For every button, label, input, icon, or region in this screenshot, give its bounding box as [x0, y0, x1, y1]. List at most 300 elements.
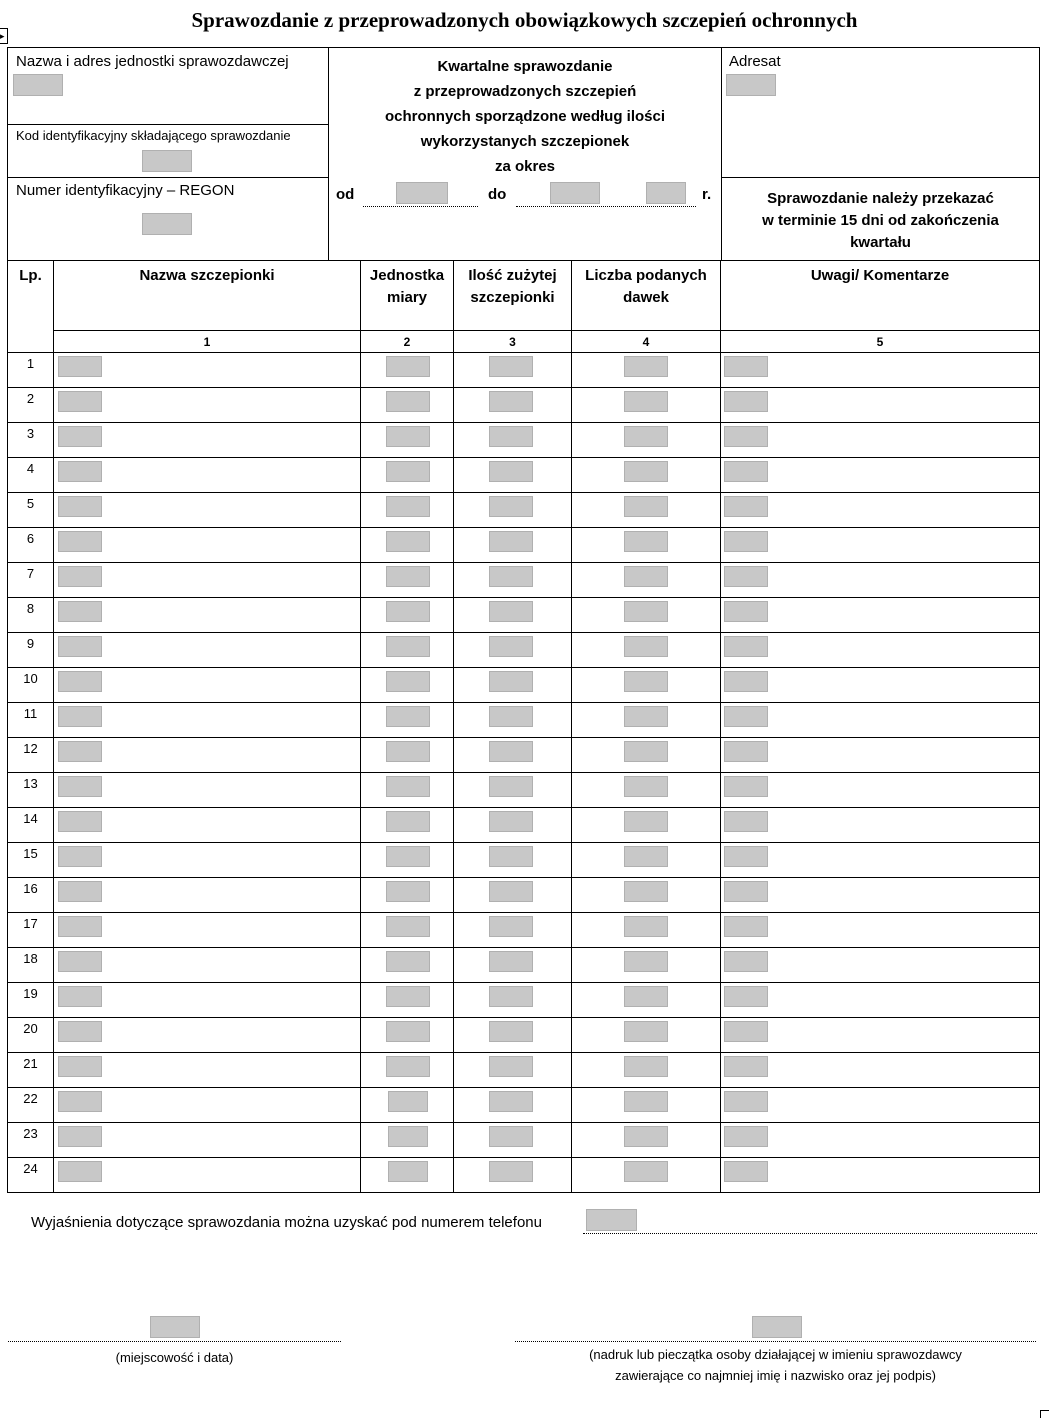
cell-name	[54, 808, 361, 843]
table-row	[8, 493, 1040, 528]
cell-quantity	[454, 458, 572, 493]
doses-input[interactable]	[624, 391, 668, 412]
cell-doses	[572, 948, 721, 983]
vaccine-table	[7, 260, 1040, 1193]
row-number: 7	[8, 563, 54, 598]
row-number: 16	[8, 878, 54, 913]
table-row	[8, 458, 1040, 493]
comments-input[interactable]	[724, 1161, 768, 1182]
cell-comments	[721, 633, 1040, 668]
unit-input[interactable]	[386, 951, 430, 972]
comments-input[interactable]	[724, 1056, 768, 1077]
comments-input[interactable]	[724, 601, 768, 622]
cell-comments	[721, 843, 1040, 878]
addressee-field[interactable]	[726, 74, 776, 96]
cell-doses	[572, 1018, 721, 1053]
quantity-input[interactable]	[489, 846, 533, 867]
doses-input[interactable]	[624, 426, 668, 447]
name-input[interactable]	[58, 1126, 102, 1147]
unit-label: Nazwa i adres jednostki sprawozdawczej	[16, 53, 289, 70]
doses-input[interactable]	[624, 1161, 668, 1182]
name-input[interactable]	[58, 1161, 102, 1182]
regon-field[interactable]	[142, 213, 192, 235]
unit-input[interactable]	[386, 391, 430, 412]
cell-doses	[572, 1088, 721, 1123]
doses-input[interactable]	[624, 741, 668, 762]
signature-field[interactable]	[752, 1316, 802, 1338]
cell-doses	[572, 528, 721, 563]
comments-input[interactable]	[724, 461, 768, 482]
table-row	[8, 1088, 1040, 1123]
name-input[interactable]	[58, 916, 102, 937]
phone-label: Wyjaśnienia dotyczące sprawozdania można uzyskać pod numerem telefonu	[31, 1214, 542, 1231]
table-row	[8, 1053, 1040, 1088]
doses-input[interactable]	[624, 916, 668, 937]
row-number: 15	[8, 843, 54, 878]
quantity-input[interactable]	[489, 636, 533, 657]
cell-quantity	[454, 1018, 572, 1053]
cell-quantity	[454, 983, 572, 1018]
table-row	[8, 668, 1040, 703]
cell-unit	[361, 738, 454, 773]
table-row	[8, 808, 1040, 843]
cell-quantity	[454, 668, 572, 703]
cell-comments	[721, 1053, 1040, 1088]
col-header-lp: Lp.	[8, 261, 54, 353]
cell-quantity	[454, 1123, 572, 1158]
center-title-line-2: z przeprowadzonych szczepień	[413, 83, 637, 100]
place-date-field[interactable]	[150, 1316, 200, 1338]
deadline-cell	[722, 178, 1040, 261]
cell-comments	[721, 773, 1040, 808]
table-row	[8, 563, 1040, 598]
row-number: 22	[8, 1088, 54, 1123]
unit-input[interactable]	[386, 986, 430, 1007]
quantity-input[interactable]	[489, 671, 533, 692]
comments-input[interactable]	[724, 846, 768, 867]
name-input[interactable]	[58, 426, 102, 447]
comments-input[interactable]	[724, 636, 768, 657]
cell-quantity	[454, 843, 572, 878]
doses-input[interactable]	[624, 1091, 668, 1112]
cell-comments	[721, 738, 1040, 773]
cell-quantity	[454, 633, 572, 668]
quantity-input[interactable]	[489, 741, 533, 762]
unit-input[interactable]	[386, 461, 430, 482]
name-input[interactable]	[58, 671, 102, 692]
cell-unit	[361, 948, 454, 983]
col-number-5: 5	[721, 331, 1040, 353]
cell-unit	[361, 878, 454, 913]
quantity-input[interactable]	[489, 426, 533, 447]
quantity-input[interactable]	[489, 391, 533, 412]
unit-input[interactable]	[386, 566, 430, 587]
unit-input[interactable]	[386, 356, 430, 377]
row-number: 21	[8, 1053, 54, 1088]
cell-comments	[721, 948, 1040, 983]
unit-input[interactable]	[386, 706, 430, 727]
period-from-label: od	[336, 186, 355, 203]
regon-label: Numer identyfikacyjny – REGON	[16, 182, 235, 199]
cell-name	[54, 633, 361, 668]
doses-input[interactable]	[624, 601, 668, 622]
table-row	[8, 1018, 1040, 1053]
quantity-input[interactable]	[489, 1161, 533, 1182]
doses-input[interactable]	[624, 1056, 668, 1077]
cell-comments	[721, 668, 1040, 703]
cell-comments	[721, 878, 1040, 913]
cell-name	[54, 493, 361, 528]
cell-comments	[721, 563, 1040, 598]
row-number: 14	[8, 808, 54, 843]
cell-name	[54, 563, 361, 598]
cell-quantity	[454, 1158, 572, 1193]
name-input[interactable]	[58, 531, 102, 552]
quantity-input[interactable]	[489, 1091, 533, 1112]
col-header-unit: Jednostka miary	[361, 261, 454, 331]
doses-input[interactable]	[624, 496, 668, 517]
cell-name	[54, 458, 361, 493]
id-code-field[interactable]	[142, 150, 192, 172]
cell-name	[54, 913, 361, 948]
table-row	[8, 388, 1040, 423]
cell-name	[54, 878, 361, 913]
name-input[interactable]	[58, 1021, 102, 1042]
col-number-1: 1	[54, 331, 361, 353]
center-title-line-1: Kwartalne sprawozdanie	[437, 58, 613, 75]
table-row	[8, 843, 1040, 878]
quantity-input[interactable]	[489, 986, 533, 1007]
cell-quantity	[454, 493, 572, 528]
id-code-cell	[8, 125, 329, 178]
name-input[interactable]	[58, 496, 102, 517]
cell-name	[54, 1158, 361, 1193]
deadline-line-2: w terminie 15 dni od zakończenia	[762, 212, 999, 229]
cell-doses	[572, 1053, 721, 1088]
cell-doses	[572, 1123, 721, 1158]
comments-input[interactable]	[724, 916, 768, 937]
cell-comments	[721, 598, 1040, 633]
quantity-input[interactable]	[489, 706, 533, 727]
unit-cell	[8, 48, 329, 125]
quantity-input[interactable]	[489, 356, 533, 377]
header-table	[7, 47, 1040, 261]
cell-quantity	[454, 423, 572, 458]
period-from-field[interactable]	[396, 182, 448, 204]
quantity-input[interactable]	[489, 566, 533, 587]
table-row	[8, 948, 1040, 983]
table-row	[8, 633, 1040, 668]
cell-comments	[721, 983, 1040, 1018]
doses-input[interactable]	[624, 531, 668, 552]
cell-quantity	[454, 913, 572, 948]
cell-name	[54, 668, 361, 703]
doses-input[interactable]	[624, 881, 668, 902]
doses-input[interactable]	[624, 566, 668, 587]
row-number: 9	[8, 633, 54, 668]
unit-input[interactable]	[386, 881, 430, 902]
regon-cell	[8, 178, 329, 261]
cell-quantity	[454, 528, 572, 563]
doses-input[interactable]	[624, 356, 668, 377]
row-number: 24	[8, 1158, 54, 1193]
quantity-input[interactable]	[489, 811, 533, 832]
cell-unit	[361, 563, 454, 598]
unit-input[interactable]	[386, 741, 430, 762]
unit-input[interactable]	[386, 531, 430, 552]
quantity-input[interactable]	[489, 531, 533, 552]
table-row	[8, 1158, 1040, 1193]
unit-input[interactable]	[386, 496, 430, 517]
comments-input[interactable]	[724, 531, 768, 552]
name-input[interactable]	[58, 566, 102, 587]
cell-unit	[361, 353, 454, 388]
doses-input[interactable]	[624, 1126, 668, 1147]
phone-line	[583, 1210, 1037, 1234]
cell-name	[54, 1088, 361, 1123]
doses-input[interactable]	[624, 811, 668, 832]
quantity-input[interactable]	[489, 1021, 533, 1042]
period-to-label: do	[488, 186, 507, 203]
cell-comments	[721, 1088, 1040, 1123]
col-header-doses: Liczba podanych dawek	[572, 261, 721, 331]
quantity-input[interactable]	[489, 461, 533, 482]
period-to-field[interactable]	[550, 182, 600, 204]
cell-doses	[572, 458, 721, 493]
period-year-field[interactable]	[646, 182, 686, 204]
cell-unit	[361, 913, 454, 948]
cell-name	[54, 353, 361, 388]
row-number: 19	[8, 983, 54, 1018]
cell-unit	[361, 703, 454, 738]
unit-input[interactable]	[386, 1021, 430, 1042]
comments-input[interactable]	[724, 391, 768, 412]
quantity-input[interactable]	[489, 1126, 533, 1147]
col-header-quantity: Ilość zużytej szczepionki	[454, 261, 572, 331]
table-row	[8, 773, 1040, 808]
row-number: 2	[8, 388, 54, 423]
quantity-input[interactable]	[489, 916, 533, 937]
cell-unit	[361, 388, 454, 423]
table-row	[8, 598, 1040, 633]
doses-input[interactable]	[624, 461, 668, 482]
cell-name	[54, 843, 361, 878]
anchor-mark: ▸	[0, 28, 8, 44]
cell-doses	[572, 388, 721, 423]
comments-input[interactable]	[724, 706, 768, 727]
comments-input[interactable]	[724, 496, 768, 517]
table-row	[8, 423, 1040, 458]
row-number: 3	[8, 423, 54, 458]
cell-unit	[361, 668, 454, 703]
comments-input[interactable]	[724, 951, 768, 972]
cell-doses	[572, 878, 721, 913]
report-period-cell	[329, 48, 722, 261]
unit-field[interactable]	[13, 74, 63, 96]
row-number: 5	[8, 493, 54, 528]
comments-input[interactable]	[724, 1126, 768, 1147]
cell-doses	[572, 598, 721, 633]
cell-unit	[361, 1158, 454, 1193]
unit-input[interactable]	[386, 846, 430, 867]
cell-quantity	[454, 808, 572, 843]
row-number: 6	[8, 528, 54, 563]
cell-comments	[721, 528, 1040, 563]
quantity-input[interactable]	[489, 881, 533, 902]
doses-input[interactable]	[624, 951, 668, 972]
cell-quantity	[454, 773, 572, 808]
cell-name	[54, 703, 361, 738]
quantity-input[interactable]	[489, 496, 533, 517]
comments-input[interactable]	[724, 671, 768, 692]
cell-name	[54, 773, 361, 808]
cell-comments	[721, 388, 1040, 423]
cell-quantity	[454, 598, 572, 633]
addressee-cell	[722, 48, 1040, 178]
cell-unit	[361, 1123, 454, 1158]
name-input[interactable]	[58, 356, 102, 377]
unit-input[interactable]	[386, 671, 430, 692]
center-title-line-4: wykorzystanych szczepionek	[420, 133, 630, 150]
row-number: 11	[8, 703, 54, 738]
cell-name	[54, 528, 361, 563]
doses-input[interactable]	[624, 706, 668, 727]
cell-unit	[361, 773, 454, 808]
cell-comments	[721, 458, 1040, 493]
phone-field[interactable]	[586, 1209, 637, 1231]
table-row	[8, 913, 1040, 948]
comments-input[interactable]	[724, 811, 768, 832]
table-row	[8, 703, 1040, 738]
cell-doses	[572, 633, 721, 668]
name-input[interactable]	[58, 881, 102, 902]
name-input[interactable]	[58, 951, 102, 972]
document-title: Sprawozdanie z przeprowadzonych obowiązkowych szczepień ochronnych	[191, 8, 858, 32]
unit-input[interactable]	[386, 601, 430, 622]
doses-input[interactable]	[624, 986, 668, 1007]
unit-input[interactable]	[386, 811, 430, 832]
col-number-4: 4	[572, 331, 721, 353]
cell-unit	[361, 423, 454, 458]
cell-quantity	[454, 738, 572, 773]
center-title-line-5: za okres	[494, 158, 556, 175]
name-input[interactable]	[58, 811, 102, 832]
name-input[interactable]	[58, 986, 102, 1007]
unit-input[interactable]	[386, 1056, 430, 1077]
cell-doses	[572, 1158, 721, 1193]
cell-name	[54, 948, 361, 983]
cell-comments	[721, 493, 1040, 528]
cell-quantity	[454, 1053, 572, 1088]
comments-input[interactable]	[724, 881, 768, 902]
center-title-line-3: ochronnych sporządzone według ilości	[384, 108, 666, 125]
comments-input[interactable]	[724, 566, 768, 587]
doses-input[interactable]	[624, 671, 668, 692]
cell-unit	[361, 598, 454, 633]
cell-doses	[572, 563, 721, 598]
unit-input[interactable]	[386, 636, 430, 657]
name-input[interactable]	[58, 601, 102, 622]
cell-comments	[721, 913, 1040, 948]
name-input[interactable]	[58, 776, 102, 797]
name-input[interactable]	[58, 1056, 102, 1077]
quantity-input[interactable]	[489, 776, 533, 797]
name-input[interactable]	[58, 461, 102, 482]
cell-name	[54, 1123, 361, 1158]
cell-name	[54, 983, 361, 1018]
row-number: 13	[8, 773, 54, 808]
comments-input[interactable]	[724, 741, 768, 762]
unit-input[interactable]	[388, 1091, 428, 1112]
comments-input[interactable]	[724, 776, 768, 797]
signature-label-1: (nadruk lub pieczątka osoby działającej w imieniu sprawozdawcy	[589, 1347, 962, 1362]
comments-input[interactable]	[724, 1091, 768, 1112]
cell-doses	[572, 668, 721, 703]
comments-input[interactable]	[724, 426, 768, 447]
cell-comments	[721, 1158, 1040, 1193]
cell-doses	[572, 493, 721, 528]
cell-unit	[361, 1088, 454, 1123]
unit-input[interactable]	[386, 776, 430, 797]
name-input[interactable]	[58, 706, 102, 727]
cell-unit	[361, 493, 454, 528]
row-number: 1	[8, 353, 54, 388]
comments-input[interactable]	[724, 356, 768, 377]
comments-input[interactable]	[724, 1021, 768, 1042]
cell-unit	[361, 843, 454, 878]
name-input[interactable]	[58, 636, 102, 657]
comments-input[interactable]	[724, 986, 768, 1007]
cell-unit	[361, 983, 454, 1018]
cell-name	[54, 388, 361, 423]
cell-unit	[361, 1018, 454, 1053]
table-row	[8, 528, 1040, 563]
name-input[interactable]	[58, 391, 102, 412]
name-input[interactable]	[58, 1091, 102, 1112]
deadline-line-3: kwartału	[850, 234, 911, 251]
name-input[interactable]	[58, 741, 102, 762]
deadline-line-1: Sprawozdanie należy przekazać	[767, 190, 994, 207]
doses-input[interactable]	[624, 1021, 668, 1042]
doses-input[interactable]	[624, 636, 668, 657]
quantity-input[interactable]	[489, 601, 533, 622]
cell-comments	[721, 423, 1040, 458]
unit-input[interactable]	[388, 1161, 428, 1182]
table-row	[8, 738, 1040, 773]
cell-doses	[572, 353, 721, 388]
cell-quantity	[454, 563, 572, 598]
quantity-input[interactable]	[489, 951, 533, 972]
name-input[interactable]	[58, 846, 102, 867]
cell-quantity	[454, 948, 572, 983]
cell-comments	[721, 808, 1040, 843]
col-header-comments: Uwagi/ Komentarze	[721, 261, 1040, 331]
cell-doses	[572, 423, 721, 458]
unit-input[interactable]	[386, 916, 430, 937]
unit-input[interactable]	[386, 426, 430, 447]
doses-input[interactable]	[624, 846, 668, 867]
quantity-input[interactable]	[489, 1056, 533, 1077]
cell-quantity	[454, 878, 572, 913]
cell-doses	[572, 913, 721, 948]
cell-doses	[572, 983, 721, 1018]
unit-input[interactable]	[388, 1126, 428, 1147]
table-row	[8, 1123, 1040, 1158]
doses-input[interactable]	[624, 776, 668, 797]
addressee-label: Adresat	[729, 53, 781, 70]
cell-quantity	[454, 353, 572, 388]
signature-label-2: zawierające co najmniej imię i nazwisko oraz jej podpis)	[615, 1368, 936, 1383]
